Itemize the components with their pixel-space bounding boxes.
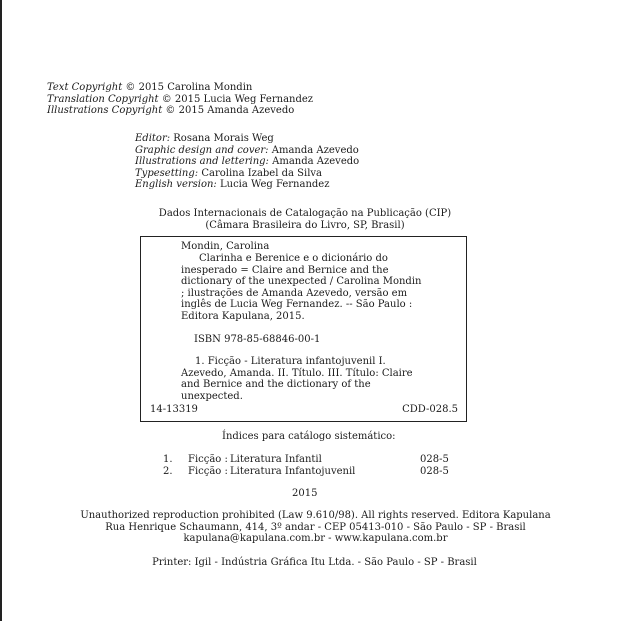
cip-heading-line2: (Câmara Brasileira do Livro, SP, Brasil) <box>205 219 405 231</box>
index-title: Índices para catálogo sistemático: <box>222 431 396 442</box>
credit-graphic-design: Graphic design and cover: Amanda Azevedo <box>135 144 359 156</box>
index-entry-subject: Literatura Infantil <box>230 454 322 465</box>
cip-subjects: 1. Ficção - Literatura infantojuvenil I. Azevedo, Amanda. II. Título. III. Título: Claire and Bernice and the dictionary of the unexpected. <box>181 356 413 402</box>
copyright-line-illustrations: Illustrations Copyright © 2015 Amanda Azevedo <box>47 105 295 116</box>
index-entry-subject: Literatura Infantojuvenil <box>230 465 356 477</box>
publisher-footer <box>0 510 621 545</box>
credits-block <box>135 133 359 191</box>
cip-description: Clarinha e Berenice e o dicionário do inesperado = Claire and Bernice and the dictionary of the unexpected / Carolina Mondin ; ilustrações de Amanda Azevedo, versão em inglês de Lucia Weg Fernandez. -- São Paulo : Editora Kapulana, 2015. <box>181 253 422 322</box>
index-entry-number: 1. <box>163 454 173 465</box>
credit-editor: Editor: Rosana Morais Weg <box>135 133 274 144</box>
copyright-line-text: Text Copyright © 2015 Carolina Mondin <box>47 82 253 93</box>
credit-english-version: English version: Lucia Weg Fernandez <box>135 179 330 190</box>
index-entry-term: Ficção : <box>188 454 228 465</box>
cip-isbn: ISBN 978-85-68846-00-1 <box>194 334 321 345</box>
cip-author: Mondin, Carolina <box>181 241 270 252</box>
index-entry-code: 028-5 <box>420 465 449 477</box>
publisher-address: Rua Henrique Schaumann, 414, 3º andar - CEP 05413-010 - São Paulo - SP - Brasil <box>105 521 526 533</box>
cip-heading <box>140 208 470 231</box>
publication-year: 2015 <box>292 488 318 499</box>
copyright-line-translation: Translation Copyright © 2015 Lucia Weg Fernandez <box>47 93 314 105</box>
index-entry-number: 2. <box>163 465 173 477</box>
credit-illustrations: Illustrations and lettering: Amanda Azevedo <box>135 156 360 167</box>
credit-typesetting: Typesetting: Carolina Izabel da Silva <box>135 167 322 179</box>
cip-heading-line1: Dados Internacionais de Catalogação na Publicação (CIP) <box>158 208 452 219</box>
printer-line: Printer: Igil - Indústria Gráfica Itu Ltda. - São Paulo - SP - Brasil <box>152 557 477 568</box>
index-entry <box>163 454 453 466</box>
publisher-contact: kapulana@kapulana.com.br - www.kapulana.com.br <box>183 533 448 544</box>
cip-classification-code: CDD-028.5 <box>402 404 458 415</box>
index-list <box>163 454 453 477</box>
index-entry-term: Ficção : <box>188 465 228 477</box>
cip-record-number: 14-13319 <box>150 404 198 415</box>
rights-notice: Unauthorized reproduction prohibited (Law 9.610/98). All rights reserved. Editora Kapulana <box>80 510 551 521</box>
index-entry <box>163 466 453 478</box>
cip-record-box <box>140 236 467 422</box>
index-entry-code: 028-5 <box>420 454 449 465</box>
copyright-block <box>47 82 313 117</box>
